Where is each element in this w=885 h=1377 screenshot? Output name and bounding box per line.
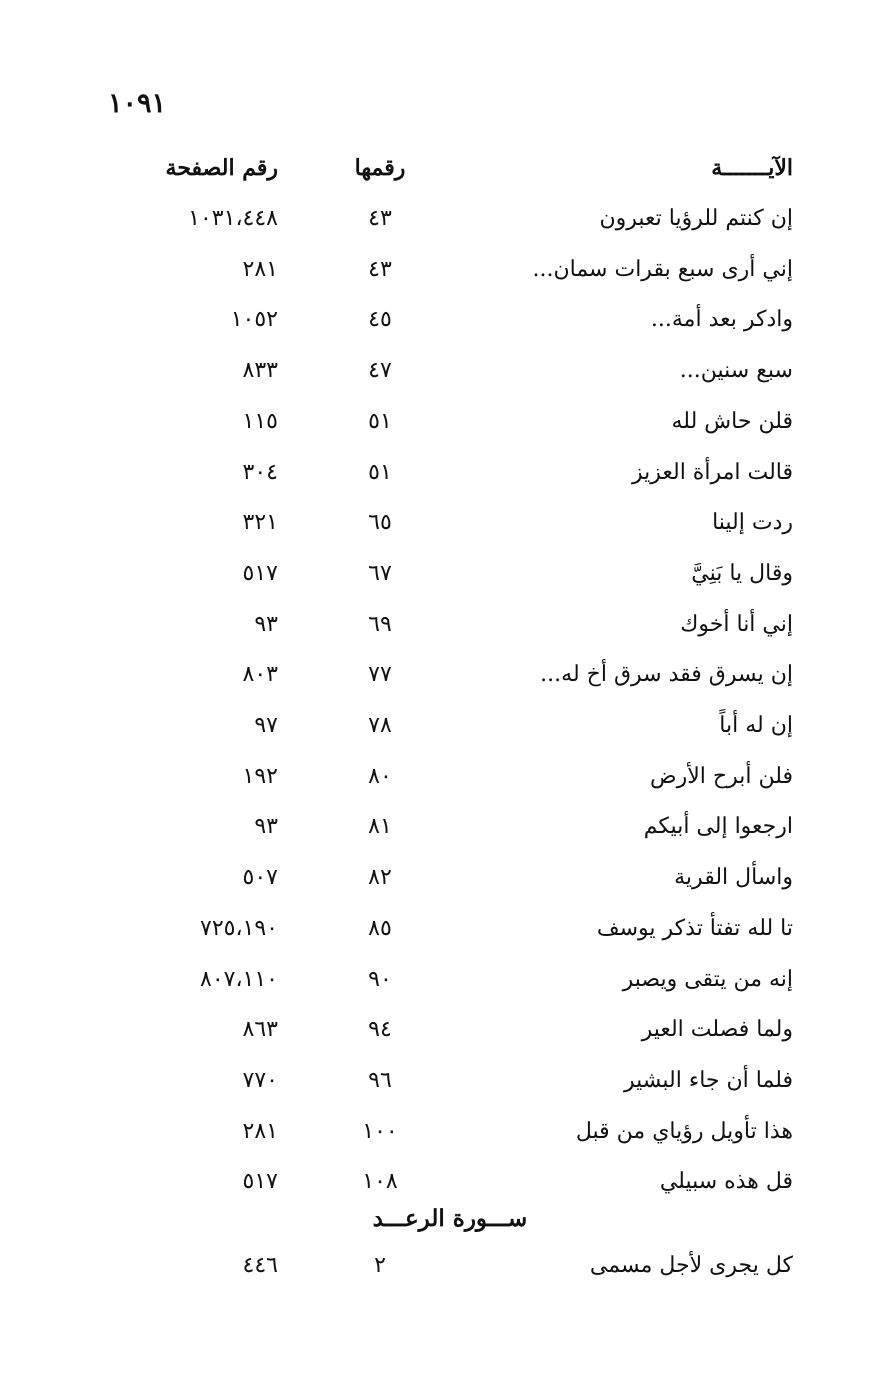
verse-number: ٥١	[368, 408, 392, 434]
verse-number: ٤٧	[368, 358, 392, 384]
verse-text: إني أرى سبع بقرات سمان...	[532, 256, 793, 282]
page-reference: ٧٧٠	[242, 1067, 278, 1093]
verse-number: ١٠٨	[362, 1169, 398, 1195]
verse-text: تا لله تفتأ تذكر يوسف	[596, 915, 793, 941]
page-reference: ٩٣	[254, 611, 278, 637]
verse-text: قل هذه سبيلي	[659, 1169, 793, 1195]
verse-text: وقال يا بَنِيَّ	[691, 560, 793, 586]
verse-number: ٦٧	[368, 560, 392, 586]
verse-text: قالت امرأة العزيز	[631, 459, 793, 485]
verse-text: وادكر بعد أمة...	[650, 307, 793, 333]
page-reference: ٨٣٣	[242, 358, 278, 384]
verse-text: كل يجرى لأجل مسمى	[589, 1253, 793, 1278]
page-reference: ٨٦٣	[242, 1017, 278, 1043]
verse-number: ٧٨	[368, 713, 392, 738]
verse-number: ٤٣	[368, 256, 392, 282]
verse-number: ٤٣	[368, 206, 392, 231]
verse-text: هذا تأويل رؤياي من قبل	[575, 1118, 793, 1144]
verse-number: ٨٠	[368, 763, 392, 789]
header-verse-number: رقمها	[354, 155, 406, 181]
verse-number: ٦٩	[368, 611, 392, 637]
page-reference: ٢٨١	[242, 1118, 278, 1144]
verse-number: ٥١	[368, 459, 392, 485]
header-page-number: رقم الصفحة	[165, 155, 278, 181]
page-reference: ١٠٣١،٤٤٨	[188, 206, 278, 231]
verse-text: فلن أبرح الأرض	[650, 763, 793, 789]
page-reference: ٥١٧	[242, 1169, 278, 1195]
verse-number: ١٠٠	[362, 1118, 398, 1144]
verse-number: ٨١	[368, 814, 392, 840]
verse-text: إن يسرق فقد سرق أخ له...	[540, 662, 793, 688]
verse-text: إنه من يتقى ويصبر	[622, 966, 793, 992]
verse-text: إن كنتم للرؤيا تعبرون	[599, 206, 793, 231]
verse-number: ٨٢	[368, 865, 392, 891]
verse-text: قلن حاش لله	[671, 408, 793, 434]
verse-text: إن له أباً	[719, 713, 793, 738]
verse-number: ٨٥	[368, 915, 392, 941]
page-reference: ٥١٧	[242, 560, 278, 586]
page-reference: ٣٢١	[242, 510, 278, 536]
page-number: ١٠٩١	[108, 88, 167, 119]
page-reference: ٧٢٥،١٩٠	[200, 915, 278, 941]
section-title-text: ســـورة الرعـــد	[372, 1205, 528, 1232]
verse-text: سبع سنين...	[679, 358, 793, 384]
header-verse: الآيـــــــة	[711, 155, 793, 181]
page-reference: ١٩٢	[242, 763, 278, 789]
verse-text: ردت إلينا	[712, 510, 793, 536]
page-reference: ٢٨١	[242, 256, 278, 282]
verse-number: ٩٤	[368, 1017, 392, 1043]
verse-text: ارجعوا إلى أبيكم	[643, 814, 793, 840]
verse-text: ولما فصلت العير	[641, 1017, 793, 1043]
verse-number: ٢	[374, 1253, 386, 1278]
page-reference: ٣٠٤	[242, 459, 278, 485]
page-reference: ٩٣	[254, 814, 278, 840]
verse-number: ٦٥	[368, 510, 392, 536]
verse-text: واسأل القرية	[674, 865, 793, 891]
verse-number: ٩٦	[368, 1067, 392, 1093]
page-reference: ٥٠٧	[242, 865, 278, 891]
page-reference: ١٠٥٢	[230, 307, 278, 333]
verse-number: ٧٧	[368, 662, 392, 688]
page-reference: ١١٥	[242, 408, 278, 434]
page-reference: ٨٠٣	[242, 662, 278, 688]
page-reference: ٨٠٧،١١٠	[200, 966, 278, 992]
verse-number: ٩٠	[368, 966, 392, 992]
page-reference: ٤٤٦	[242, 1253, 278, 1278]
page-reference: ٩٧	[254, 713, 278, 738]
verse-text: إني أنا أخوك	[680, 611, 793, 637]
verse-text: فلما أن جاء البشير	[624, 1067, 793, 1093]
verse-number: ٤٥	[368, 307, 392, 333]
